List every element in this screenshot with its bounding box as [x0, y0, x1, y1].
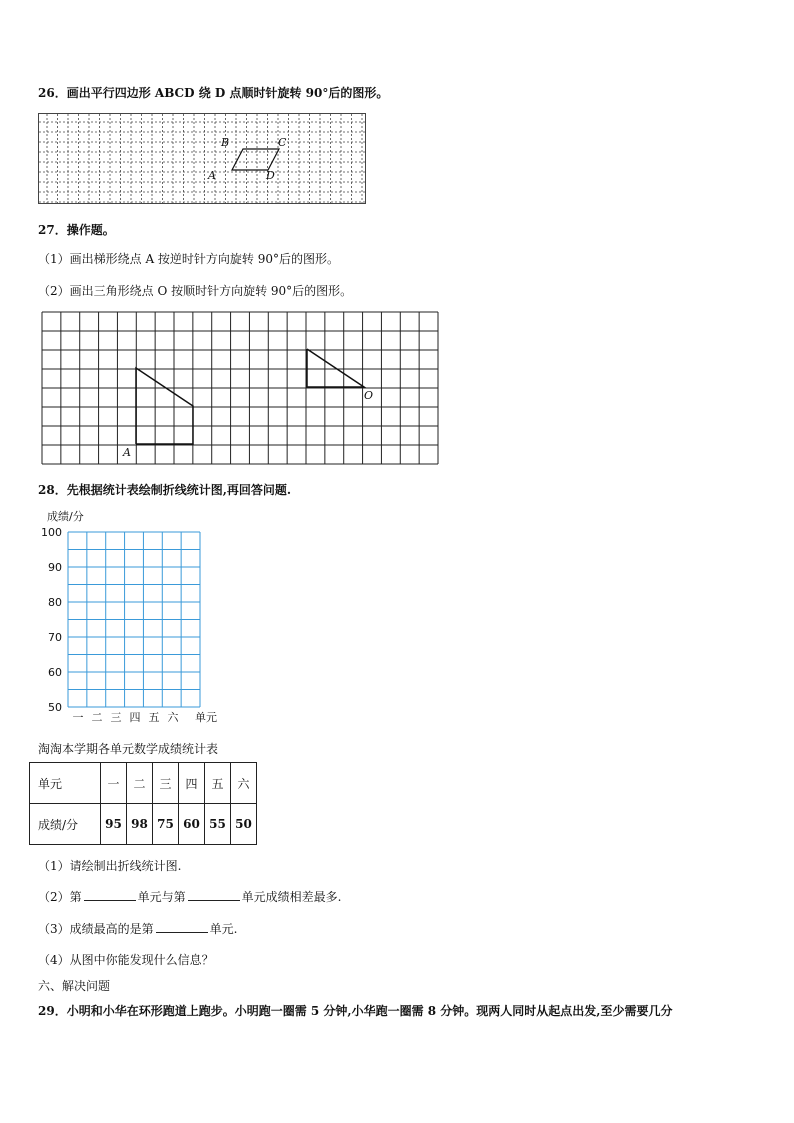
- y-tick-label: 60: [48, 666, 62, 679]
- table-head-score: 成绩/分: [30, 804, 101, 845]
- table-title: 淘淘本学期各单元数学成绩统计表: [38, 742, 219, 756]
- x-tick-label: 三: [110, 711, 122, 724]
- label-B: B: [221, 136, 230, 149]
- answer-blank[interactable]: [188, 890, 240, 901]
- table-cell: 四: [179, 763, 205, 804]
- trapezoid: [136, 368, 193, 444]
- q28-sub2: [38, 888, 341, 905]
- table-head-unit: 单元: [30, 763, 101, 804]
- table-cell: 六: [231, 763, 257, 804]
- label-D: D: [266, 169, 275, 182]
- label-A: A: [208, 169, 216, 182]
- q28-sub3-b: 单元.: [209, 922, 238, 936]
- q28-sub2-c: 单元成绩相差最多.: [241, 890, 342, 904]
- table-cell: 75: [153, 804, 179, 845]
- x-tick-label: 五: [148, 711, 160, 724]
- q28-sub1: （1）请绘制出折线统计图.: [38, 859, 182, 873]
- q26-title: 26．画出平行四边形 ABCD 绕 D 点顺时针旋转 90°后的图形。: [38, 86, 389, 100]
- y-tick-label: 90: [48, 561, 62, 574]
- y-tick-label: 50: [48, 701, 62, 714]
- table-cell: 五: [205, 763, 231, 804]
- label-A: A: [123, 446, 131, 459]
- q28-sub2-a: （2）第: [38, 890, 82, 904]
- q29-text: 29．小明和小华在环形跑道上跑步。小明跑一圈需 5 分钟,小华跑一圈需 8 分钟。现两人同时从起点出发,至少需要几分: [38, 1004, 673, 1018]
- table-cell: 三: [153, 763, 179, 804]
- q27-sub1: （1）画出梯形绕点 A 按逆时针方向旋转 90°后的图形。: [38, 252, 340, 266]
- x-tick-label: 一: [72, 711, 84, 724]
- chart-ylabel: 成绩/分: [47, 510, 84, 523]
- table-cell: 60: [179, 804, 205, 845]
- y-tick-label: 100: [41, 526, 62, 539]
- q28-sub3: [38, 920, 237, 937]
- triangle: [307, 349, 364, 387]
- q28-title: 28．先根据统计表绘制折线统计图,再回答问题.: [38, 483, 292, 497]
- table-cell: 95: [101, 804, 127, 845]
- table-cell: 55: [205, 804, 231, 845]
- y-tick-label: 70: [48, 631, 62, 644]
- label-O: O: [364, 389, 374, 402]
- x-tick-label: 二: [91, 711, 103, 724]
- table-cell: 98: [127, 804, 153, 845]
- answer-blank[interactable]: [156, 922, 208, 933]
- chart-xunit: 单元: [195, 711, 217, 724]
- table-cell: 二: [127, 763, 153, 804]
- q28-sub2-b: 单元与第: [137, 890, 186, 904]
- q27-square-grid: [41, 311, 441, 467]
- q27-sub2: （2）画出三角形绕点 O 按顺时针方向旋转 90°后的图形。: [38, 284, 353, 298]
- x-tick-label: 六: [167, 711, 179, 724]
- table-cell: 一: [101, 763, 127, 804]
- score-table: [29, 762, 257, 845]
- section-heading: 六、解决问题: [38, 979, 111, 993]
- table-cell: 50: [231, 804, 257, 845]
- q27-title: 27．操作题。: [38, 223, 115, 237]
- q26-dotted-grid: [38, 113, 368, 205]
- q28-line-chart-grid: [38, 506, 238, 728]
- q28-sub4: （4）从图中你能发现什么信息？: [38, 953, 214, 967]
- y-tick-label: 80: [48, 596, 62, 609]
- x-tick-label: 四: [129, 711, 141, 724]
- q28-sub3-a: （3）成绩最高的是第: [38, 922, 154, 936]
- label-C: C: [278, 136, 287, 149]
- answer-blank[interactable]: [84, 890, 136, 901]
